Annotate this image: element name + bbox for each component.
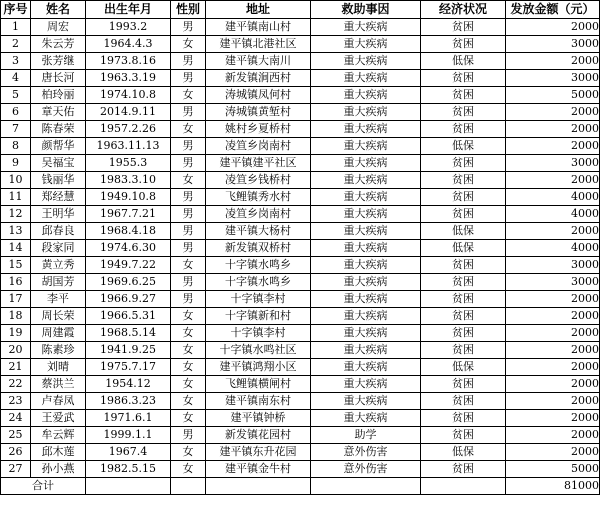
cell-address: 建平镇东升花园 xyxy=(206,444,311,461)
cell-name: 黄立秀 xyxy=(31,257,86,274)
cell-address: 新发镇花园村 xyxy=(206,427,311,444)
total-row xyxy=(1,478,600,495)
cell-index: 16 xyxy=(1,274,31,291)
cell-name: 张芳继 xyxy=(31,53,86,70)
cell-gender: 女 xyxy=(171,172,206,189)
cell-gender: 女 xyxy=(171,359,206,376)
cell-index: 8 xyxy=(1,138,31,155)
cell-address: 十字镇李村 xyxy=(206,325,311,342)
cell-amount: 3000 xyxy=(506,70,600,87)
cell-economic: 低保 xyxy=(421,444,506,461)
cell-birth: 1957.2.26 xyxy=(86,121,171,138)
cell-gender: 男 xyxy=(171,291,206,308)
cell-amount: 4000 xyxy=(506,206,600,223)
cell-birth: 1974.6.30 xyxy=(86,240,171,257)
total-label: 合计 xyxy=(1,478,86,495)
cell-reason: 重大疾病 xyxy=(311,325,421,342)
table-row xyxy=(1,325,600,342)
cell-index: 14 xyxy=(1,240,31,257)
table-row xyxy=(1,342,600,359)
cell-index: 13 xyxy=(1,223,31,240)
cell-economic: 贫困 xyxy=(421,87,506,104)
cell-economic: 贫困 xyxy=(421,172,506,189)
cell-index: 10 xyxy=(1,172,31,189)
cell-name: 郑经慧 xyxy=(31,189,86,206)
cell-birth: 1968.5.14 xyxy=(86,325,171,342)
cell-name: 章天佑 xyxy=(31,104,86,121)
cell-reason: 重大疾病 xyxy=(311,172,421,189)
cell-address: 十字镇新和村 xyxy=(206,308,311,325)
cell-name: 刘晴 xyxy=(31,359,86,376)
cell-economic: 贫困 xyxy=(421,325,506,342)
cell-birth: 1963.3.19 xyxy=(86,70,171,87)
cell-economic: 贫困 xyxy=(421,121,506,138)
cell-address: 建平镇南东村 xyxy=(206,393,311,410)
cell-reason: 重大疾病 xyxy=(311,121,421,138)
cell-name: 周长荣 xyxy=(31,308,86,325)
cell-amount: 2000 xyxy=(506,172,600,189)
table-row xyxy=(1,274,600,291)
cell-address: 建平镇北港社区 xyxy=(206,36,311,53)
cell-birth: 2014.9.11 xyxy=(86,104,171,121)
cell-economic: 贫困 xyxy=(421,70,506,87)
cell-reason: 重大疾病 xyxy=(311,104,421,121)
cell-gender: 女 xyxy=(171,410,206,427)
cell-economic: 贫困 xyxy=(421,410,506,427)
table-row xyxy=(1,444,600,461)
table-row xyxy=(1,240,600,257)
cell-address: 凌笪乡岗南村 xyxy=(206,206,311,223)
cell-address: 建平镇建平社区 xyxy=(206,155,311,172)
cell-amount: 3000 xyxy=(506,155,600,172)
cell-economic: 贫困 xyxy=(421,206,506,223)
cell-reason: 重大疾病 xyxy=(311,138,421,155)
cell-gender: 女 xyxy=(171,461,206,478)
cell-birth: 1973.8.16 xyxy=(86,53,171,70)
table-row xyxy=(1,410,600,427)
cell-address: 涛城镇黄堑村 xyxy=(206,104,311,121)
cell-index: 11 xyxy=(1,189,31,206)
cell-reason: 重大疾病 xyxy=(311,274,421,291)
cell-index: 7 xyxy=(1,121,31,138)
cell-reason: 意外伤害 xyxy=(311,461,421,478)
cell-name: 周宏 xyxy=(31,19,86,36)
cell-gender: 男 xyxy=(171,138,206,155)
table-row xyxy=(1,461,600,478)
cell-amount: 2000 xyxy=(506,19,600,36)
cell-amount: 2000 xyxy=(506,291,600,308)
col-header-address: 地址 xyxy=(206,1,311,19)
cell-name: 王爱武 xyxy=(31,410,86,427)
cell-index: 17 xyxy=(1,291,31,308)
cell-address: 建平镇大杨村 xyxy=(206,223,311,240)
cell-address: 凌笪乡岗南村 xyxy=(206,138,311,155)
cell-reason: 重大疾病 xyxy=(311,87,421,104)
col-header-reason: 救助事因 xyxy=(311,1,421,19)
cell-birth: 1949.7.22 xyxy=(86,257,171,274)
cell-address: 建平镇钟桥 xyxy=(206,410,311,427)
cell-economic: 贫困 xyxy=(421,427,506,444)
cell-index: 26 xyxy=(1,444,31,461)
cell-name: 孙小燕 xyxy=(31,461,86,478)
cell-gender: 男 xyxy=(171,155,206,172)
cell-name: 陈春荣 xyxy=(31,121,86,138)
cell-economic: 低保 xyxy=(421,53,506,70)
cell-gender: 女 xyxy=(171,444,206,461)
total-empty-cell xyxy=(171,478,206,495)
table-row xyxy=(1,189,600,206)
cell-reason: 重大疾病 xyxy=(311,342,421,359)
cell-name: 周建霞 xyxy=(31,325,86,342)
cell-birth: 1949.10.8 xyxy=(86,189,171,206)
cell-reason: 重大疾病 xyxy=(311,19,421,36)
cell-reason: 重大疾病 xyxy=(311,36,421,53)
cell-amount: 5000 xyxy=(506,461,600,478)
total-empty-cell xyxy=(206,478,311,495)
cell-name: 牟云辉 xyxy=(31,427,86,444)
cell-amount: 2000 xyxy=(506,325,600,342)
cell-amount: 3000 xyxy=(506,36,600,53)
cell-address: 新发镇双桥村 xyxy=(206,240,311,257)
table-row xyxy=(1,87,600,104)
cell-reason: 助学 xyxy=(311,427,421,444)
cell-gender: 女 xyxy=(171,376,206,393)
cell-birth: 1986.3.23 xyxy=(86,393,171,410)
cell-reason: 重大疾病 xyxy=(311,240,421,257)
cell-index: 15 xyxy=(1,257,31,274)
cell-index: 6 xyxy=(1,104,31,121)
cell-address: 十字镇水鸣乡 xyxy=(206,257,311,274)
table-row xyxy=(1,155,600,172)
cell-economic: 贫困 xyxy=(421,155,506,172)
cell-economic: 低保 xyxy=(421,223,506,240)
cell-address: 十字镇李村 xyxy=(206,291,311,308)
cell-gender: 男 xyxy=(171,206,206,223)
cell-reason: 重大疾病 xyxy=(311,223,421,240)
cell-name: 蔡洪兰 xyxy=(31,376,86,393)
cell-amount: 2000 xyxy=(506,410,600,427)
table-row xyxy=(1,393,600,410)
cell-gender: 女 xyxy=(171,87,206,104)
cell-gender: 男 xyxy=(171,70,206,87)
total-empty-cell xyxy=(86,478,171,495)
cell-reason: 重大疾病 xyxy=(311,257,421,274)
cell-gender: 男 xyxy=(171,240,206,257)
cell-index: 27 xyxy=(1,461,31,478)
cell-gender: 男 xyxy=(171,53,206,70)
cell-name: 胡国芳 xyxy=(31,274,86,291)
cell-address: 十字镇水鸣社区 xyxy=(206,342,311,359)
cell-name: 陈素珍 xyxy=(31,342,86,359)
cell-reason: 重大疾病 xyxy=(311,206,421,223)
cell-economic: 贫困 xyxy=(421,393,506,410)
cell-birth: 1941.9.25 xyxy=(86,342,171,359)
col-header-name: 姓名 xyxy=(31,1,86,19)
cell-birth: 1969.6.25 xyxy=(86,274,171,291)
cell-gender: 男 xyxy=(171,19,206,36)
cell-amount: 2000 xyxy=(506,359,600,376)
cell-economic: 贫困 xyxy=(421,257,506,274)
table-row xyxy=(1,172,600,189)
cell-name: 唐长河 xyxy=(31,70,86,87)
cell-address: 建平镇大南川 xyxy=(206,53,311,70)
cell-name: 段家同 xyxy=(31,240,86,257)
cell-amount: 3000 xyxy=(506,257,600,274)
cell-index: 24 xyxy=(1,410,31,427)
cell-name: 吴福宝 xyxy=(31,155,86,172)
cell-economic: 贫困 xyxy=(421,291,506,308)
cell-address: 建平镇南山村 xyxy=(206,19,311,36)
cell-birth: 1966.9.27 xyxy=(86,291,171,308)
cell-index: 21 xyxy=(1,359,31,376)
cell-amount: 2000 xyxy=(506,223,600,240)
cell-birth: 1999.1.1 xyxy=(86,427,171,444)
table-row xyxy=(1,206,600,223)
table-row xyxy=(1,291,600,308)
cell-amount: 2000 xyxy=(506,444,600,461)
cell-amount: 2000 xyxy=(506,342,600,359)
cell-reason: 重大疾病 xyxy=(311,359,421,376)
cell-gender: 男 xyxy=(171,189,206,206)
cell-gender: 女 xyxy=(171,325,206,342)
cell-address: 涛城镇凤何村 xyxy=(206,87,311,104)
cell-address: 姚村乡夏桥村 xyxy=(206,121,311,138)
cell-index: 9 xyxy=(1,155,31,172)
cell-name: 王明华 xyxy=(31,206,86,223)
cell-economic: 贫困 xyxy=(421,189,506,206)
cell-amount: 4000 xyxy=(506,189,600,206)
cell-name: 邱木莲 xyxy=(31,444,86,461)
cell-reason: 重大疾病 xyxy=(311,291,421,308)
cell-address: 凌笪乡钱桥村 xyxy=(206,172,311,189)
table-body xyxy=(1,19,600,478)
col-header-economic: 经济状况 xyxy=(421,1,506,19)
cell-amount: 5000 xyxy=(506,87,600,104)
cell-gender: 男 xyxy=(171,104,206,121)
cell-gender: 女 xyxy=(171,308,206,325)
cell-reason: 重大疾病 xyxy=(311,393,421,410)
cell-index: 12 xyxy=(1,206,31,223)
cell-address: 新发镇涧西村 xyxy=(206,70,311,87)
table-row xyxy=(1,104,600,121)
cell-amount: 3000 xyxy=(506,274,600,291)
cell-birth: 1983.3.10 xyxy=(86,172,171,189)
cell-birth: 1966.5.31 xyxy=(86,308,171,325)
cell-birth: 1975.7.17 xyxy=(86,359,171,376)
cell-birth: 1968.4.18 xyxy=(86,223,171,240)
cell-economic: 贫困 xyxy=(421,308,506,325)
total-amount: 81000 xyxy=(506,478,600,495)
cell-birth: 1993.2 xyxy=(86,19,171,36)
cell-index: 20 xyxy=(1,342,31,359)
cell-gender: 女 xyxy=(171,257,206,274)
cell-name: 钱丽华 xyxy=(31,172,86,189)
cell-name: 李平 xyxy=(31,291,86,308)
cell-amount: 2000 xyxy=(506,121,600,138)
cell-address: 建平镇鸿翔小区 xyxy=(206,359,311,376)
cell-birth: 1982.5.15 xyxy=(86,461,171,478)
cell-birth: 1967.4 xyxy=(86,444,171,461)
cell-gender: 女 xyxy=(171,393,206,410)
cell-reason: 意外伤害 xyxy=(311,444,421,461)
cell-address: 飞鲤镇秀水村 xyxy=(206,189,311,206)
cell-economic: 贫困 xyxy=(421,461,506,478)
cell-birth: 1974.10.8 xyxy=(86,87,171,104)
cell-birth: 1971.6.1 xyxy=(86,410,171,427)
cell-economic: 贫困 xyxy=(421,274,506,291)
cell-address: 飞鲤镇横闸村 xyxy=(206,376,311,393)
cell-gender: 男 xyxy=(171,223,206,240)
cell-amount: 2000 xyxy=(506,427,600,444)
cell-index: 2 xyxy=(1,36,31,53)
cell-name: 朱云芳 xyxy=(31,36,86,53)
cell-reason: 重大疾病 xyxy=(311,70,421,87)
cell-gender: 男 xyxy=(171,274,206,291)
table-row xyxy=(1,376,600,393)
cell-name: 卢春凤 xyxy=(31,393,86,410)
table-row xyxy=(1,70,600,87)
cell-index: 3 xyxy=(1,53,31,70)
col-header-amount: 发放金额（元） xyxy=(506,1,600,19)
cell-economic: 贫困 xyxy=(421,342,506,359)
cell-amount: 2000 xyxy=(506,53,600,70)
cell-economic: 贫困 xyxy=(421,19,506,36)
cell-reason: 重大疾病 xyxy=(311,376,421,393)
cell-name: 柏玲丽 xyxy=(31,87,86,104)
cell-amount: 2000 xyxy=(506,376,600,393)
cell-address: 十字镇水鸣乡 xyxy=(206,274,311,291)
cell-economic: 低保 xyxy=(421,240,506,257)
table-row xyxy=(1,36,600,53)
table-row xyxy=(1,359,600,376)
cell-economic: 低保 xyxy=(421,359,506,376)
table-row xyxy=(1,223,600,240)
table-row xyxy=(1,427,600,444)
table-row xyxy=(1,121,600,138)
col-header-gender: 性别 xyxy=(171,1,206,19)
cell-gender: 女 xyxy=(171,36,206,53)
cell-name: 邱春良 xyxy=(31,223,86,240)
cell-gender: 女 xyxy=(171,121,206,138)
cell-index: 1 xyxy=(1,19,31,36)
total-empty-cell xyxy=(421,478,506,495)
total-empty-cell xyxy=(311,478,421,495)
cell-reason: 重大疾病 xyxy=(311,155,421,172)
cell-gender: 男 xyxy=(171,427,206,444)
cell-index: 25 xyxy=(1,427,31,444)
cell-amount: 4000 xyxy=(506,240,600,257)
cell-name: 颜帮华 xyxy=(31,138,86,155)
cell-economic: 贫困 xyxy=(421,376,506,393)
cell-amount: 2000 xyxy=(506,138,600,155)
table-row xyxy=(1,19,600,36)
cell-reason: 重大疾病 xyxy=(311,308,421,325)
table-row xyxy=(1,138,600,155)
cell-economic: 贫困 xyxy=(421,36,506,53)
cell-economic: 低保 xyxy=(421,138,506,155)
cell-address: 建平镇金牛村 xyxy=(206,461,311,478)
cell-reason: 重大疾病 xyxy=(311,410,421,427)
cell-birth: 1955.3 xyxy=(86,155,171,172)
table-row xyxy=(1,53,600,70)
table-row xyxy=(1,257,600,274)
cell-index: 23 xyxy=(1,393,31,410)
cell-index: 18 xyxy=(1,308,31,325)
cell-reason: 重大疾病 xyxy=(311,53,421,70)
cell-index: 5 xyxy=(1,87,31,104)
cell-amount: 2000 xyxy=(506,104,600,121)
cell-index: 19 xyxy=(1,325,31,342)
cell-reason: 重大疾病 xyxy=(311,189,421,206)
cell-birth: 1964.4.3 xyxy=(86,36,171,53)
cell-amount: 2000 xyxy=(506,393,600,410)
cell-birth: 1967.7.21 xyxy=(86,206,171,223)
cell-birth: 1954.12 xyxy=(86,376,171,393)
table-row xyxy=(1,308,600,325)
cell-gender: 女 xyxy=(171,342,206,359)
cell-amount: 2000 xyxy=(506,308,600,325)
cell-index: 22 xyxy=(1,376,31,393)
cell-birth: 1963.11.13 xyxy=(86,138,171,155)
col-header-index: 序号 xyxy=(1,1,31,19)
col-header-birth: 出生年月 xyxy=(86,1,171,19)
cell-economic: 贫困 xyxy=(421,104,506,121)
header-row xyxy=(1,1,600,19)
cell-index: 4 xyxy=(1,70,31,87)
